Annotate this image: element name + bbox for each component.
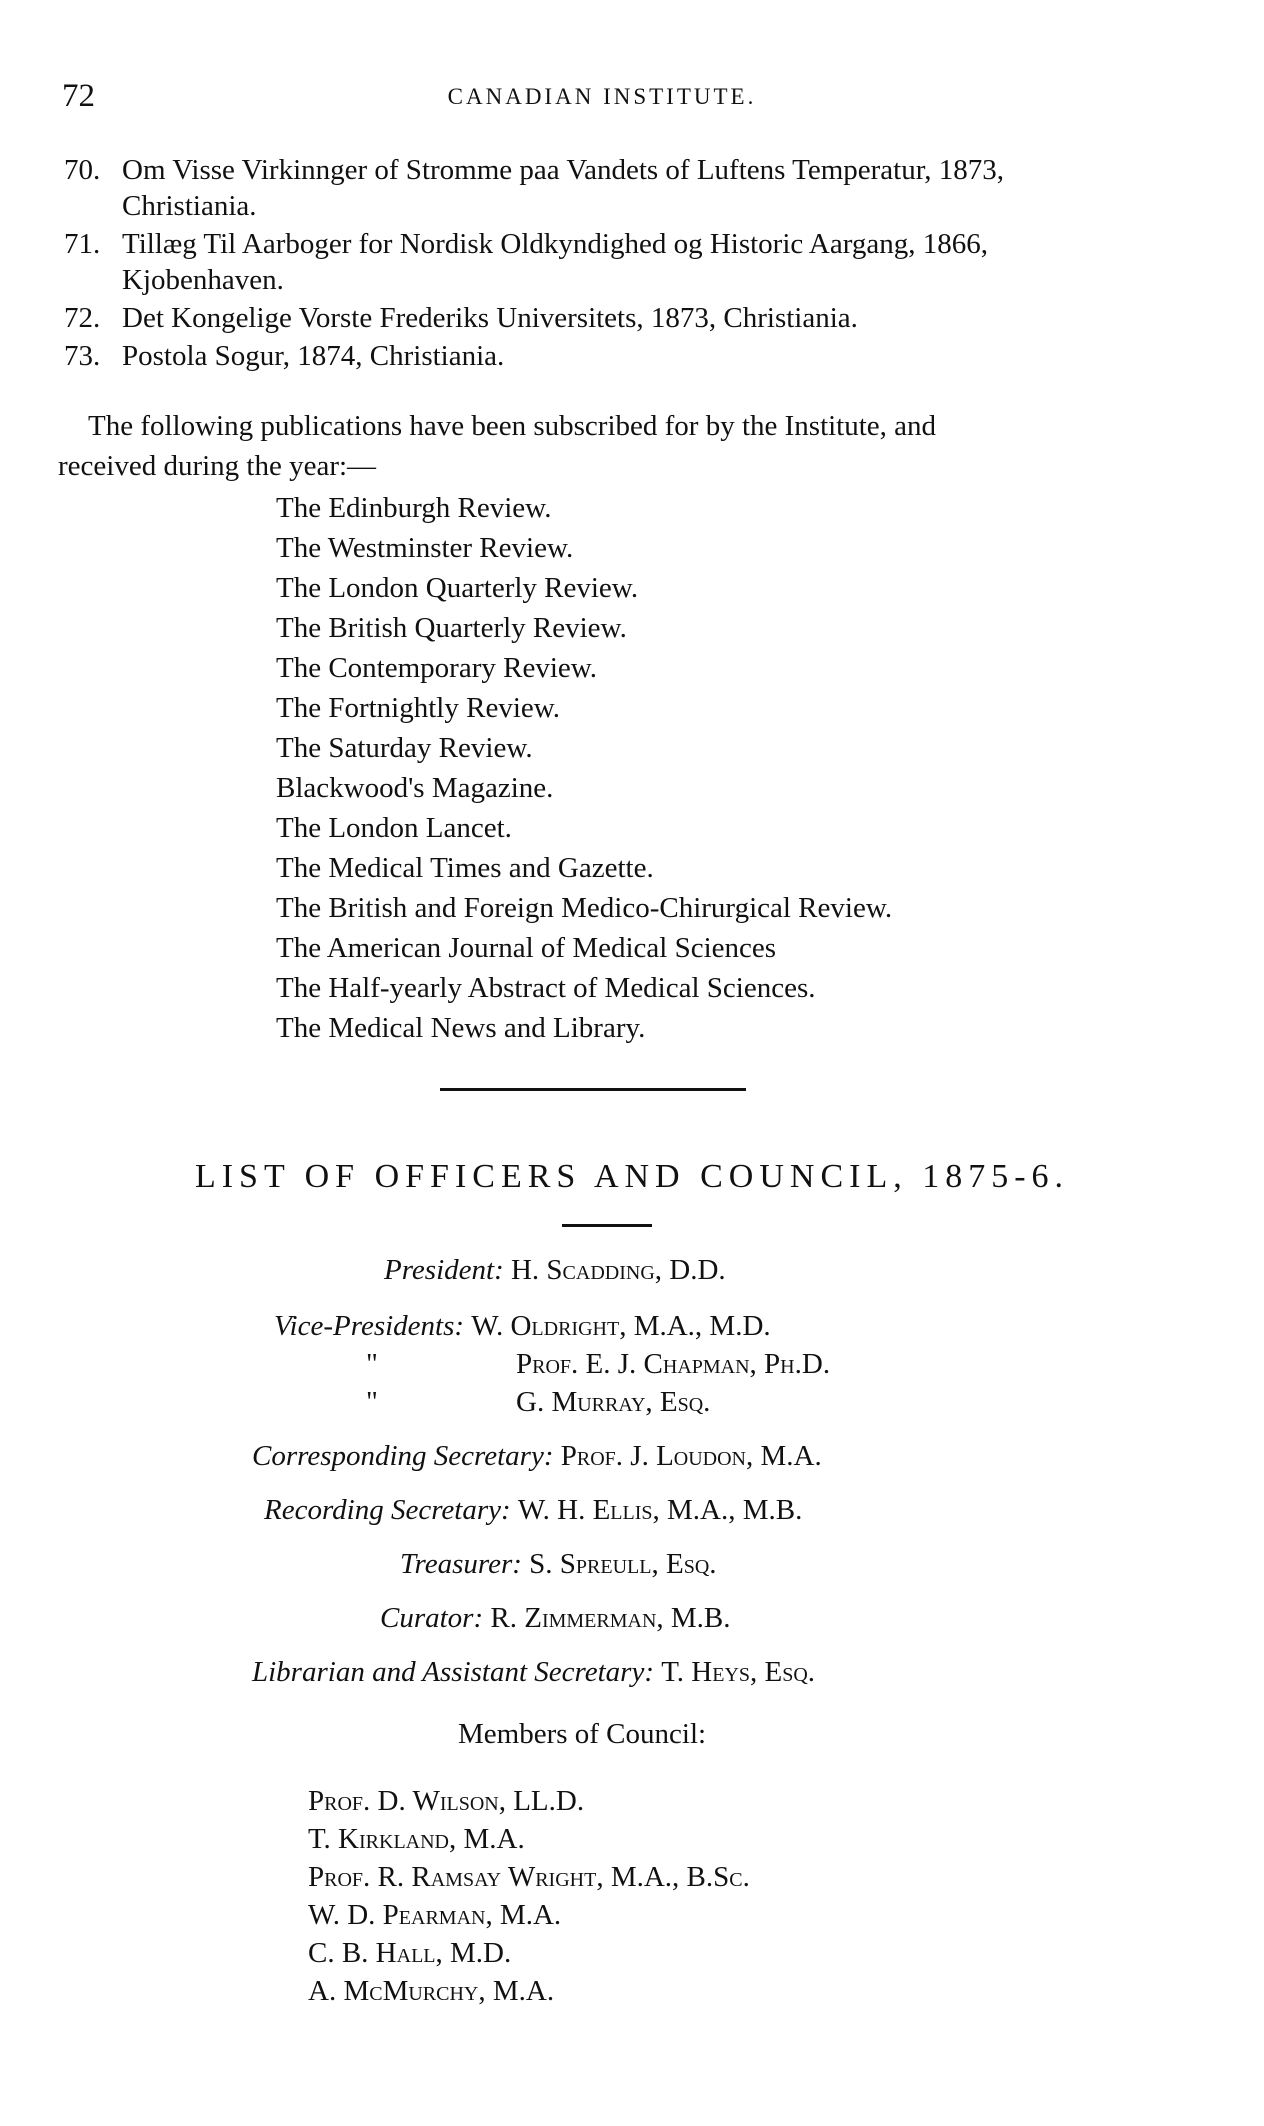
intro-line: The following publications have been subscribed for by the Institute, and bbox=[88, 410, 937, 442]
officer-name: T. Heys, Esq. bbox=[661, 1656, 816, 1688]
entry-text: Om Visse Virkinnger of Stromme paa Vandets of Luftens Temperatur, 1873, bbox=[122, 154, 1004, 186]
publication-item: The Medical News and Library. bbox=[276, 1012, 646, 1044]
publication-item: The Edinburgh Review. bbox=[276, 492, 552, 524]
role-label: President: bbox=[384, 1254, 504, 1286]
role-label: Vice-Presidents: bbox=[274, 1310, 465, 1342]
title-underline bbox=[562, 1224, 652, 1227]
publication-item: The British Quarterly Review. bbox=[276, 612, 627, 644]
officer-vice-presidents bbox=[274, 1310, 771, 1343]
publication-item: The Fortnightly Review. bbox=[276, 692, 561, 724]
list-item bbox=[60, 226, 1170, 298]
publication-item: The London Quarterly Review. bbox=[276, 572, 639, 604]
role-label: Treasurer: bbox=[400, 1548, 522, 1580]
entry-number: 73. bbox=[64, 340, 101, 372]
council-member: W. D. Pearman, M.A. bbox=[308, 1899, 562, 1931]
officer-recording-secretary bbox=[264, 1494, 802, 1527]
running-head: CANADIAN INSTITUTE. bbox=[447, 84, 757, 109]
list-item bbox=[60, 338, 1170, 374]
entry-continuation: Kjobenhaven. bbox=[122, 264, 284, 296]
officer-curator bbox=[380, 1602, 731, 1635]
council-member: A. McMurchy, M.A. bbox=[308, 1975, 555, 2007]
exchange-list bbox=[60, 152, 1170, 376]
page-header bbox=[62, 78, 1142, 118]
ditto-mark: " bbox=[366, 1386, 378, 1418]
officer-name: H. Scadding, D.D. bbox=[510, 1254, 726, 1286]
role-label: Corresponding Secretary: bbox=[252, 1440, 554, 1472]
council-members-list bbox=[308, 1782, 750, 2010]
council-member: Prof. R. Ramsay Wright, M.A., B.Sc. bbox=[308, 1861, 750, 1893]
officer-name: G. Murray, Esq. bbox=[516, 1386, 711, 1418]
section-divider bbox=[440, 1088, 746, 1091]
officer-president bbox=[384, 1254, 726, 1287]
intro-paragraph bbox=[58, 406, 1154, 486]
publication-item: The Half-yearly Abstract of Medical Sciences. bbox=[276, 972, 816, 1004]
officer-librarian bbox=[252, 1656, 815, 1689]
entry-number: 70. bbox=[64, 154, 101, 186]
publication-item: The London Lancet. bbox=[276, 812, 512, 844]
list-item bbox=[60, 152, 1170, 224]
council-member: Prof. D. Wilson, LL.D. bbox=[308, 1785, 585, 1817]
publication-item: The Westminster Review. bbox=[276, 532, 574, 564]
publication-item: The Saturday Review. bbox=[276, 732, 533, 764]
role-label: Curator: bbox=[380, 1602, 484, 1634]
list-item bbox=[60, 300, 1170, 336]
publication-item: The Medical Times and Gazette. bbox=[276, 852, 654, 884]
entry-text: Postola Sogur, 1874, Christiania. bbox=[122, 340, 505, 372]
officer-name: Prof. E. J. Chapman, Ph.D. bbox=[516, 1348, 831, 1380]
role-label: Librarian and Assistant Secretary: bbox=[252, 1656, 654, 1688]
officer-name: R. Zimmerman, M.B. bbox=[490, 1602, 731, 1634]
council-member: C. B. Hall, M.D. bbox=[308, 1937, 512, 1969]
officer-name: W. H. Ellis, M.A., M.B. bbox=[517, 1494, 803, 1526]
publication-item: The American Journal of Medical Sciences bbox=[276, 932, 777, 964]
section-title: LIST OF OFFICERS AND COUNCIL, 1875-6. bbox=[194, 1158, 1070, 1195]
publication-item: The British and Foreign Medico-Chirurgical Review. bbox=[276, 892, 893, 924]
publication-item: Blackwood's Magazine. bbox=[276, 772, 554, 804]
entry-number: 72. bbox=[64, 302, 101, 334]
page-number: 72 bbox=[62, 78, 95, 114]
publications-list bbox=[276, 488, 1136, 1048]
entry-text: Tillæg Til Aarboger for Nordisk Oldkyndighed og Historic Aargang, 1866, bbox=[122, 228, 988, 260]
ditto-mark: " bbox=[366, 1348, 378, 1380]
intro-line: received during the year:— bbox=[58, 450, 377, 482]
publication-item: The Contemporary Review. bbox=[276, 652, 598, 684]
officer-corresponding-secretary bbox=[252, 1440, 822, 1473]
officer-name: Prof. J. Loudon, M.A. bbox=[560, 1440, 822, 1472]
officer-name: W. Oldright, M.A., M.D. bbox=[471, 1310, 771, 1342]
entry-continuation: Christiania. bbox=[122, 190, 257, 222]
council-member: T. Kirkland, M.A. bbox=[308, 1823, 525, 1855]
entry-text: Det Kongelige Vorste Frederiks Universitets, 1873, Christiania. bbox=[122, 302, 858, 334]
officer-treasurer bbox=[400, 1548, 717, 1581]
entry-number: 71. bbox=[64, 228, 101, 260]
council-heading: Members of Council: bbox=[458, 1718, 707, 1750]
officer-name: S. Spreull, Esq. bbox=[529, 1548, 717, 1580]
role-label: Recording Secretary: bbox=[264, 1494, 511, 1526]
